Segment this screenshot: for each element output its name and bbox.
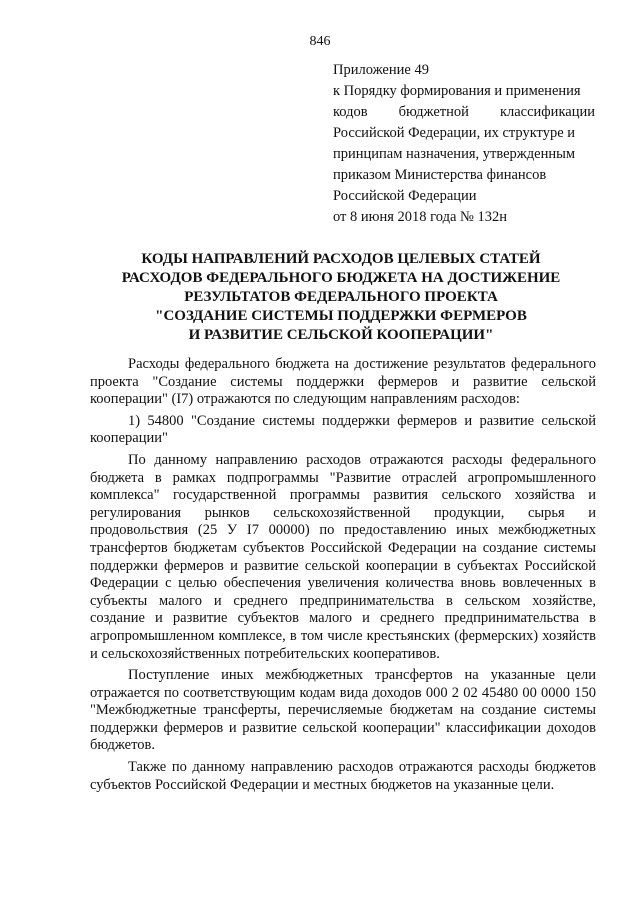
title-line: РЕЗУЛЬТАТОВ ФЕДЕРАЛЬНОГО ПРОЕКТА <box>184 289 498 305</box>
document-title <box>90 250 592 345</box>
body-paragraph: 1) 54800 "Создание системы поддержки фермеров и развитие сельской кооперации" <box>90 412 596 447</box>
body-paragraph: По данному направлению расходов отражаются расходы федерального бюджета в рамках подпрограммы "Развитие отраслей агропромышленного комплекса" государственной программы развития сельского хозяйства и регулирования рынков сельскохозяйственной продукции, сырья и продовольствия (25 У I7 00000) по предоставлению иных межбюджетных трансфертов бюджетам субъектов Российской Федерации на создание системы поддержки фермеров и развитие сельской кооперации в субъектах Российской Федерации с целью обеспечения увеличения количества вновь вовлеченных в субъекты малого и среднего предпринимательства в сельском хозяйстве, создание и развитие субъектов малого и среднего предпринимательства в агропромышленном комплексе, в том числе крестьянских (фермерских) хозяйств и сельскохозяйственных потребительских кооперативов. <box>90 451 596 662</box>
appendix-line: приказом Министерства финансов <box>333 167 547 183</box>
appendix-line: Российской Федерации, их структуре и <box>333 125 576 141</box>
appendix-line: принципам назначения, утвержденным <box>333 146 576 162</box>
body-paragraph: Также по данному направлению расходов отражаются расходы бюджетов субъектов Российской Федерации и местных бюджетов на указанные цели. <box>90 759 596 793</box>
title-line: РАСХОДОВ ФЕДЕРАЛЬНОГО БЮДЖЕТА НА ДОСТИЖЕНИЕ <box>121 270 561 286</box>
title-line: "СОЗДАНИЕ СИСТЕМЫ ПОДДЕРЖКИ ФЕРМЕРОВ <box>155 308 527 324</box>
appendix-line: от 8 июня 2018 года № 132н <box>333 209 507 225</box>
body-paragraph: Расходы федерального бюджета на достижение результатов федерального проекта "Создание системы поддержки фермеров и развитие сельской кооперации" (I7) отражаются по следующим направлениям расходов: <box>90 356 596 408</box>
body-paragraph: Поступление иных межбюджетных трансфертов на указанные цели отражается по соответствующим кодам вида доходов 000 2 02 45480 00 0000 150 "Межбюджетные трансферты, перечисляемые бюджетам на создание системы поддержки фермеров и развитие сельской кооперации" классификации доходов бюджетов. <box>90 667 596 754</box>
page-number: 846 <box>309 34 331 49</box>
appendix-header <box>333 60 595 228</box>
appendix-line: Российской Федерации <box>333 188 477 204</box>
appendix-line: к Порядку формирования и применения <box>333 83 581 99</box>
title-line: И РАЗВИТИЕ СЕЛЬСКОЙ КООПЕРАЦИИ" <box>188 327 494 343</box>
title-line: КОДЫ НАПРАВЛЕНИЙ РАСХОДОВ ЦЕЛЕВЫХ СТАТЕЙ <box>141 251 541 267</box>
appendix-line: кодов бюджетной классификации <box>333 104 595 120</box>
document-body <box>90 356 596 798</box>
appendix-title: Приложение 49 <box>333 62 429 78</box>
